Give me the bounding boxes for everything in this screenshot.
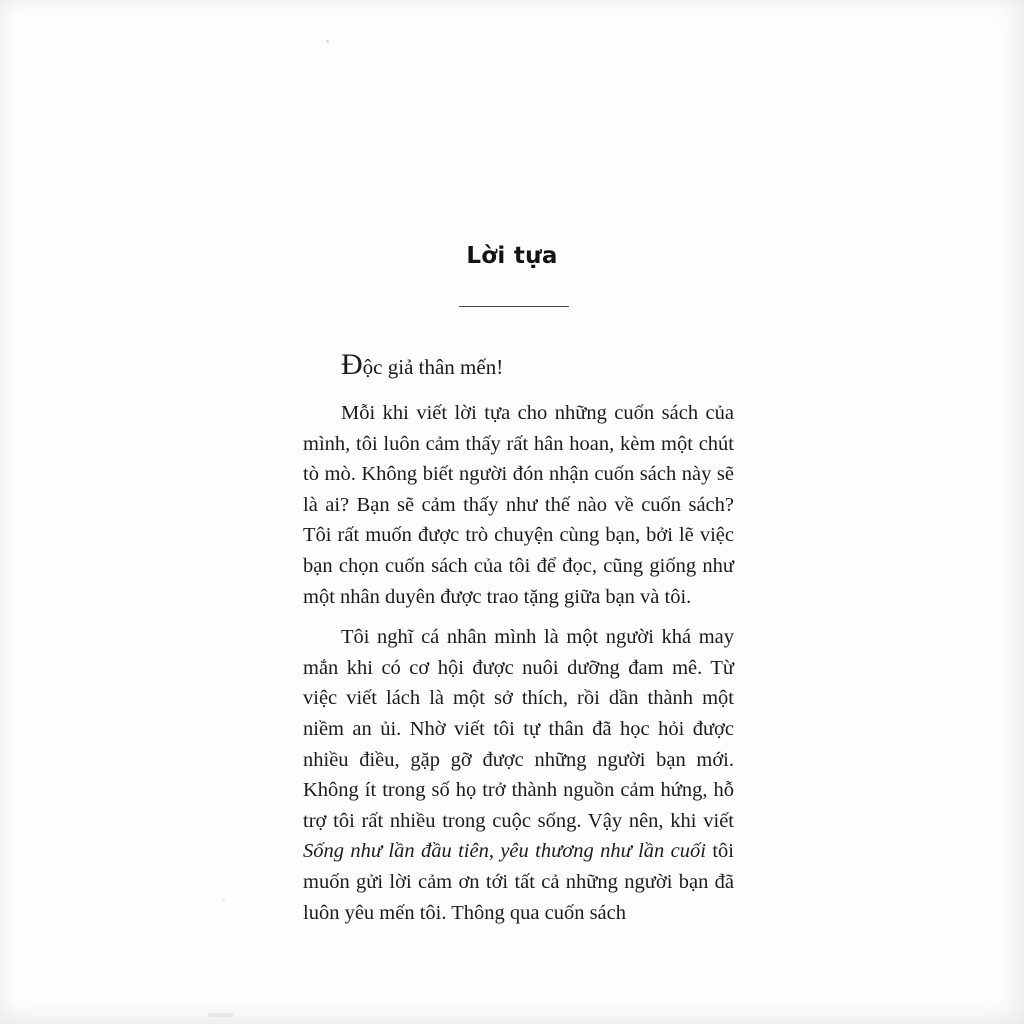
- paragraph-text: tôi muốn gửi lời cảm ơn tới tất cả những người bạn đã luôn yêu mến tôi. Thông qua cuốn sách: [303, 840, 734, 924]
- salutation-initial-letter: Đ: [341, 348, 363, 381]
- salutation: [303, 350, 734, 384]
- salutation-text: ộc giả thân mến!: [362, 355, 504, 379]
- scan-artifact-dot: [326, 40, 329, 43]
- scan-artifact-dot: [222, 898, 225, 901]
- book-title-italic: Sống như lần đầu tiên, yêu thương như lần cuối: [303, 840, 706, 863]
- paragraph: [303, 398, 734, 612]
- text-column: [303, 350, 734, 938]
- paragraph: [303, 622, 734, 928]
- paragraph-text: Mỗi khi viết lời tựa cho những cuốn sách của mình, tôi luôn cảm thấy rất hân hoan, kèm một chút tò mò. Không biết người đón nhận cuốn sách này sẽ là ai? Bạn sẽ cảm thấy như thế nào về cuốn sách? Tôi rất muốn được trò chuyện cùng bạn, bởi lẽ việc bạn chọn cuốn sách của tôi để đọc, cũng giống như một nhân duyên được trao tặng giữa bạn và tôi.: [303, 402, 734, 608]
- paragraph-text: Tôi nghĩ cá nhân mình là một người khá may mắn khi có cơ hội được nuôi dưỡng đam mê. Từ việc viết lách là một sở thích, rồi dần thành một niềm an ủi. Nhờ viết tôi tự thân đã học hỏi được nhiều điều, gặp gỡ được những người bạn mới. Không ít trong số họ trở thành nguồn cảm hứng, hỗ trợ tôi rất nhiều trong cuộc sống. Vậy nên, khi viết: [303, 626, 734, 832]
- scan-artifact-smudge: [208, 1013, 234, 1017]
- title-divider: [459, 306, 569, 307]
- chapter-title: Lời tựa: [466, 243, 558, 269]
- paragraph-list: [303, 398, 734, 928]
